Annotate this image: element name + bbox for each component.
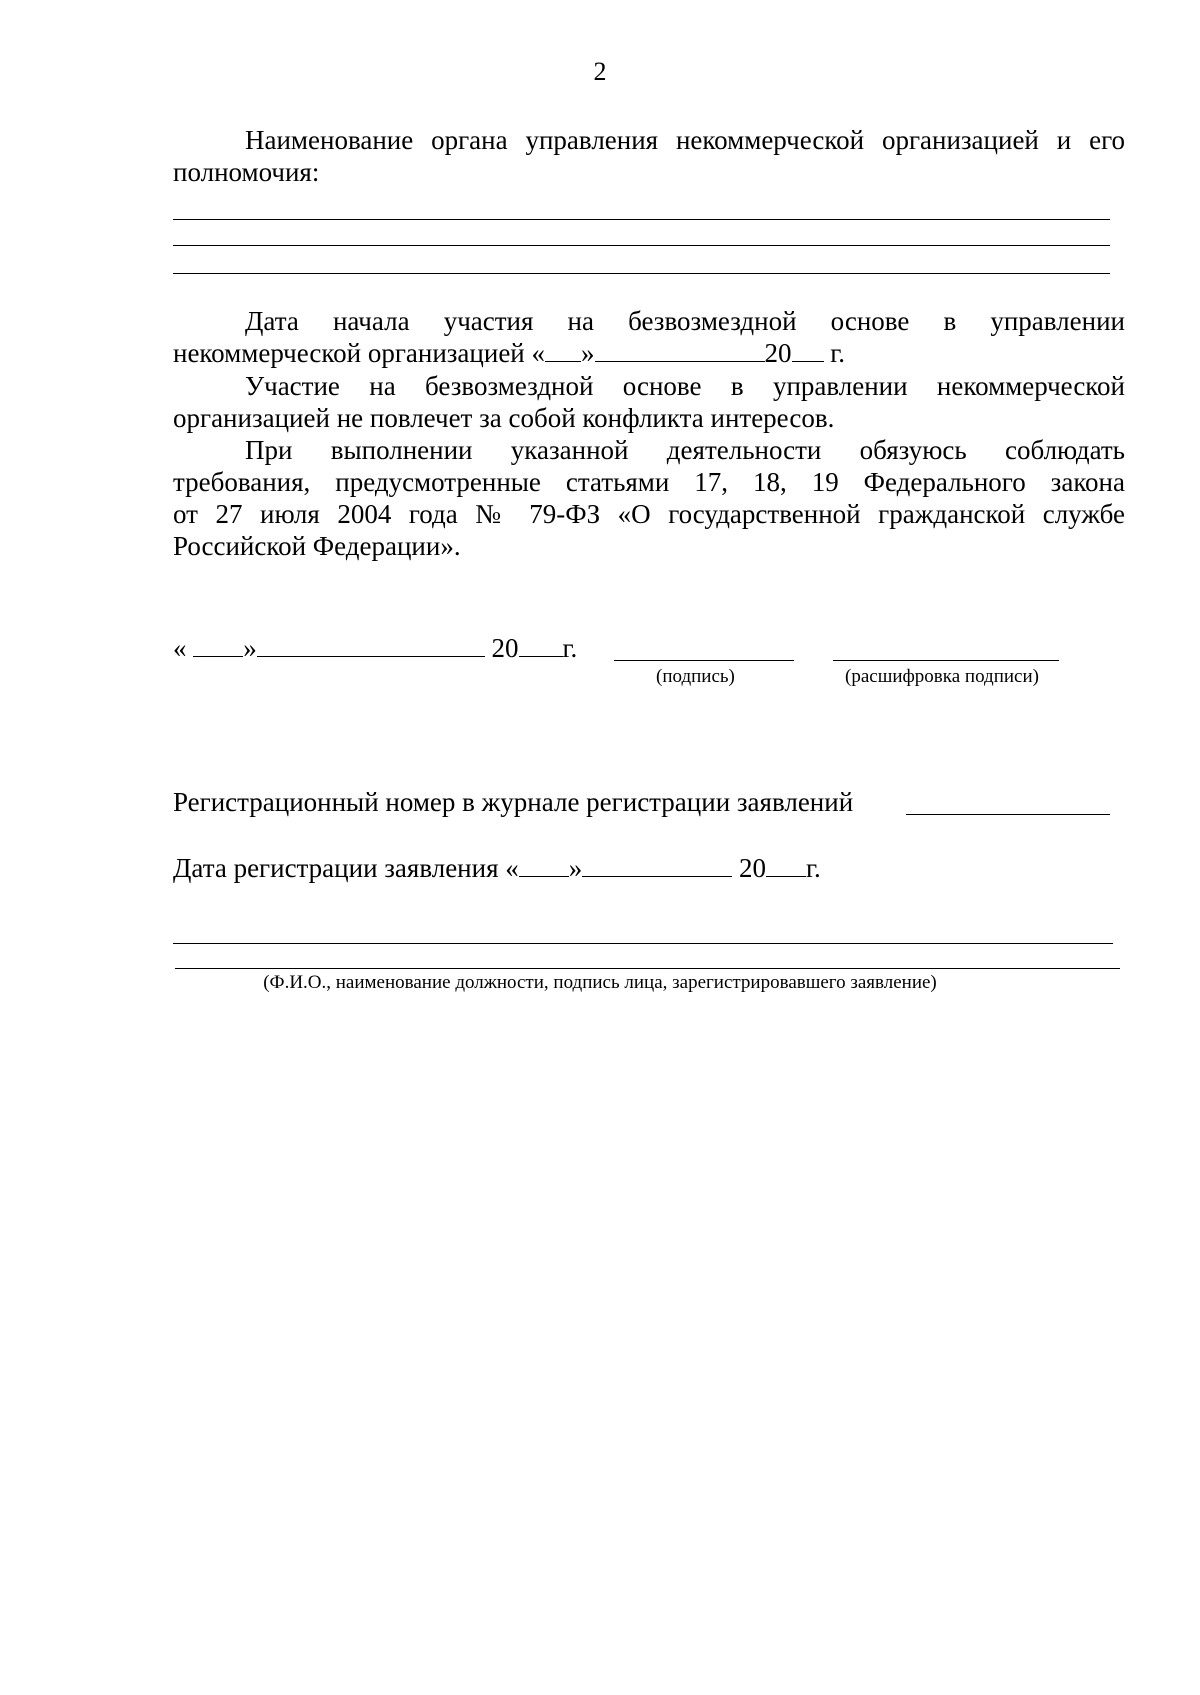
org-body-blank-line-1[interactable]	[173, 219, 1110, 220]
registrar-caption: (Ф.И.О., наименование должности, подпись лица, зарегистрировавшего заявление)	[263, 972, 937, 993]
signature-quote-open: «	[173, 633, 187, 663]
registration-year-blank[interactable]	[766, 852, 806, 877]
registration-year-suffix: г.	[806, 853, 821, 883]
start-date-year-suffix: г.	[830, 338, 846, 368]
start-date-paragraph	[173, 305, 1125, 369]
signature-quote-close: »	[243, 633, 257, 663]
registration-number-label: Регистрационный номер в журнале регистрации заявлений	[173, 787, 854, 817]
obligation-line4: Российской Федерации».	[173, 531, 461, 561]
obligation-line2: требования, предусмотренные статьями 17, 18, 19 Федерального закона	[173, 467, 1125, 497]
start-date-year-prefix: 20	[764, 338, 792, 368]
start-date-year-blank[interactable]	[792, 337, 824, 362]
registrar-blank-line-2[interactable]	[175, 968, 1120, 969]
registration-year-prefix: 20	[739, 853, 767, 883]
org-body-label	[173, 124, 1125, 188]
obligation-line1: При выполнении указанной деятельности обязуюсь соблюдать	[245, 435, 1125, 465]
signature-year-prefix: 20	[491, 633, 519, 663]
org-body-label-line2: полномочия:	[173, 157, 320, 187]
signature-day-blank[interactable]	[193, 632, 243, 657]
registration-day-blank[interactable]	[519, 852, 569, 877]
registration-date-label: Дата регистрации заявления «	[173, 853, 519, 883]
start-date-month-blank[interactable]	[595, 337, 765, 362]
registration-month-blank[interactable]	[582, 852, 732, 877]
registration-number-line	[173, 786, 853, 818]
obligation-paragraph	[173, 434, 1125, 562]
org-body-blank-line-3[interactable]	[173, 273, 1110, 274]
start-date-prefix: некоммерческой организацией «	[173, 338, 546, 368]
org-body-blank-line-2[interactable]	[173, 245, 1110, 246]
start-date-day-blank[interactable]	[545, 337, 581, 362]
signature-year-blank[interactable]	[519, 632, 563, 657]
no-conflict-paragraph	[173, 370, 1125, 434]
no-conflict-line2: организацией не повлечет за собой конфликта интересов.	[173, 403, 835, 433]
obligation-line3: от 27 июля 2004 года № 79-ФЗ «О государственной гражданской службе	[173, 499, 1125, 529]
registration-date-quote-close: »	[568, 853, 583, 883]
signature-decoding-caption: (расшифровка подписи)	[845, 666, 1039, 687]
registration-date-line	[173, 852, 821, 884]
signature-caption: (подпись)	[656, 666, 735, 687]
signature-year-suffix: г.	[562, 633, 578, 663]
page-number: 2	[593, 57, 607, 86]
registration-number-blank[interactable]	[906, 814, 1110, 815]
signature-blank[interactable]	[614, 660, 794, 661]
start-date-line2	[173, 338, 845, 368]
registrar-blank-line-1[interactable]	[173, 943, 1113, 944]
signature-date-line	[173, 632, 577, 664]
start-date-quote-close: »	[581, 338, 595, 368]
signature-month-blank[interactable]	[257, 632, 485, 657]
no-conflict-line1: Участие на безвозмездной основе в управлении некоммерческой	[245, 371, 1125, 401]
signature-decoding-blank[interactable]	[833, 660, 1059, 661]
org-body-label-line1: Наименование органа управления некоммерческой организацией и его	[245, 125, 1125, 155]
start-date-line1: Дата начала участия на безвозмездной основе в управлении	[245, 306, 1125, 336]
